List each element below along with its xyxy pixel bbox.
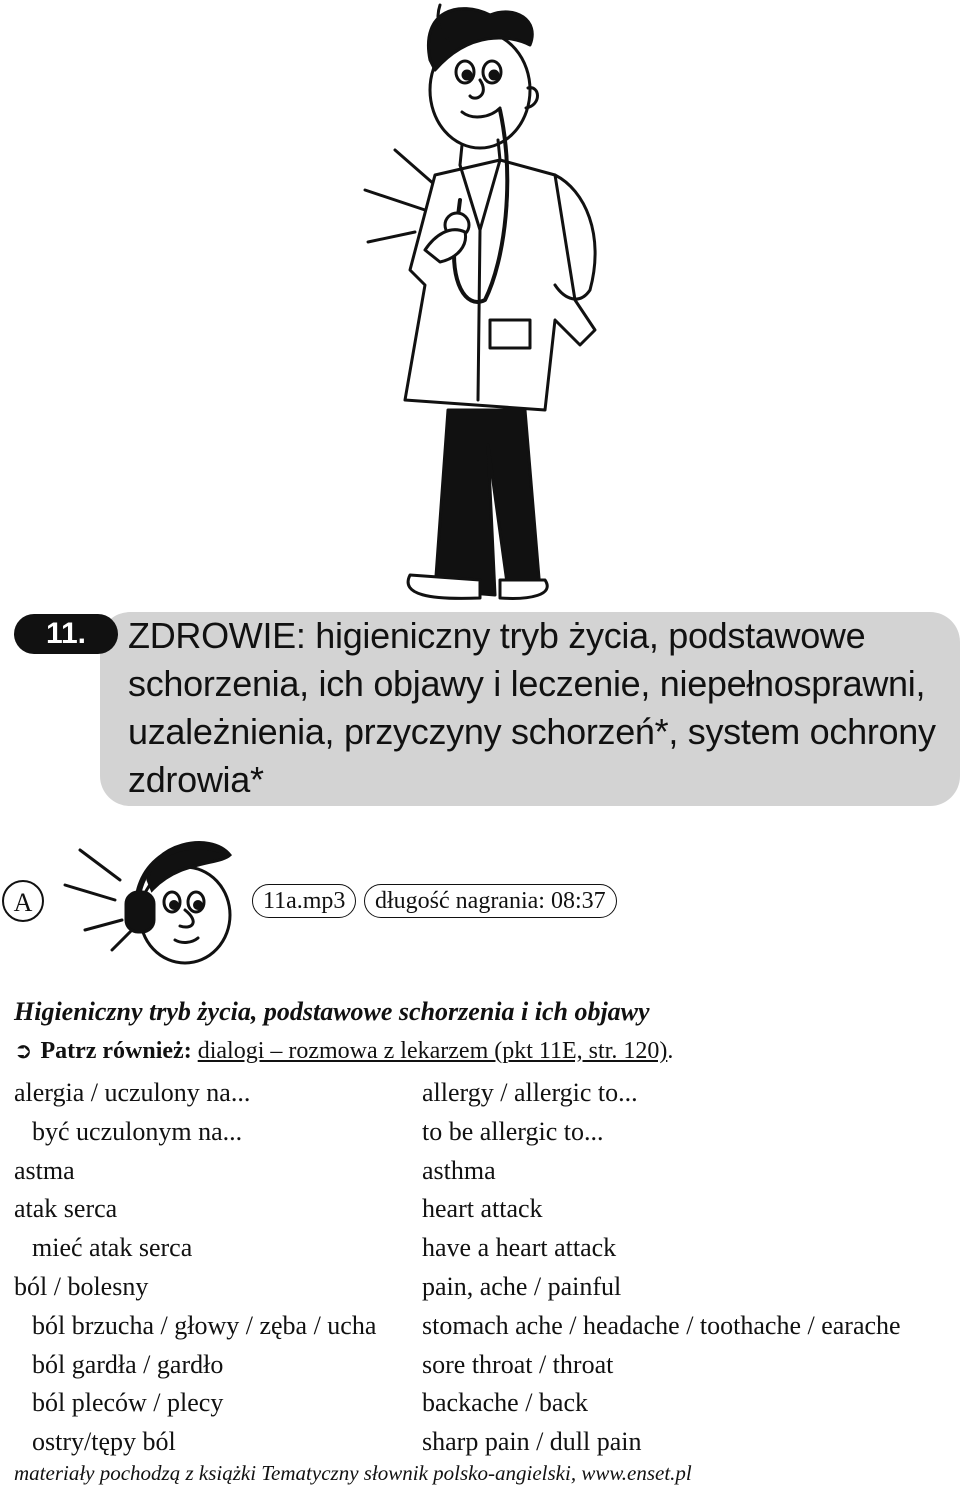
curved-arrow-icon: ➲: [14, 1039, 33, 1064]
vocab-row: [14, 1113, 954, 1152]
vocab-english: allergy / allergic to...: [422, 1078, 638, 1107]
headphones-listener-icon: [60, 830, 250, 975]
vocab-polish: alergia / uczulony na...: [14, 1078, 251, 1107]
chapter-title: ZDROWIE: higieniczny tryb życia, podstawowe schorzenia, ich objawy i leczenie, niepełnosprawni, uzależnienia, przyczyny schorzeń*, system ochrony zdrowia*: [128, 615, 936, 800]
vocab-polish: ból pleców / plecy: [32, 1388, 224, 1418]
vocab-polish: ból brzucha / głowy / zęba / ucha: [32, 1310, 377, 1340]
vocab-row: [14, 1229, 954, 1268]
vocab-row: [14, 1190, 954, 1229]
vocab-polish: ból gardła / gardło: [32, 1349, 224, 1379]
vocab-row: [14, 1346, 954, 1385]
vocab-english: have a heart attack: [422, 1233, 617, 1263]
vocab-english: sore throat / throat: [422, 1349, 614, 1379]
vocab-english: stomach ache / headache / toothache / earache: [422, 1310, 901, 1340]
vocab-row: [14, 1307, 954, 1346]
section-letter-badge: A: [2, 880, 44, 922]
see-also-label: Patrz również:: [40, 1038, 192, 1064]
vocab-polish: astma: [14, 1155, 75, 1185]
chapter-number-badge: 11.: [14, 614, 118, 654]
section-heading: Higieniczny tryb życia, podstawowe schorzenia i ich objawy: [14, 997, 650, 1026]
vocab-polish: mieć atak serca: [32, 1233, 193, 1263]
vocab-row: [14, 1384, 954, 1423]
vocab-english: sharp pain / dull pain: [422, 1427, 642, 1457]
vocab-row: [14, 1423, 954, 1462]
audio-length-label: długość nagrania: 08:37: [364, 884, 617, 918]
vocab-english: to be allergic to...: [422, 1116, 604, 1146]
vocab-polish: ostry/tępy ból: [32, 1427, 176, 1457]
vocab-english: asthma: [422, 1155, 496, 1185]
vocab-polish: być uczulonym na...: [32, 1116, 243, 1146]
audio-file-label: 11a.mp3: [252, 884, 356, 918]
vocab-row: [14, 1152, 954, 1191]
vocab-english: pain, ache / painful: [422, 1271, 622, 1301]
vocab-english: heart attack: [422, 1194, 543, 1224]
see-also-link[interactable]: dialogi – rozmowa z lekarzem (pkt 11E, str. 120): [197, 1038, 668, 1064]
vocab-polish: atak serca: [14, 1194, 118, 1224]
see-also-line: [14, 1038, 673, 1065]
vocab-row: [14, 1268, 954, 1307]
vocabulary-list: [14, 1074, 954, 1462]
see-also-end: .: [667, 1038, 674, 1064]
footer-source: materiały pochodzą z książki Tematyczny słownik polsko-angielski, www.enset.pl: [14, 1461, 692, 1485]
vocab-english: backache / back: [422, 1388, 589, 1418]
doctor-illustration: [340, 0, 640, 605]
vocab-polish: ból / bolesny: [14, 1271, 149, 1301]
vocab-row: [14, 1074, 954, 1113]
